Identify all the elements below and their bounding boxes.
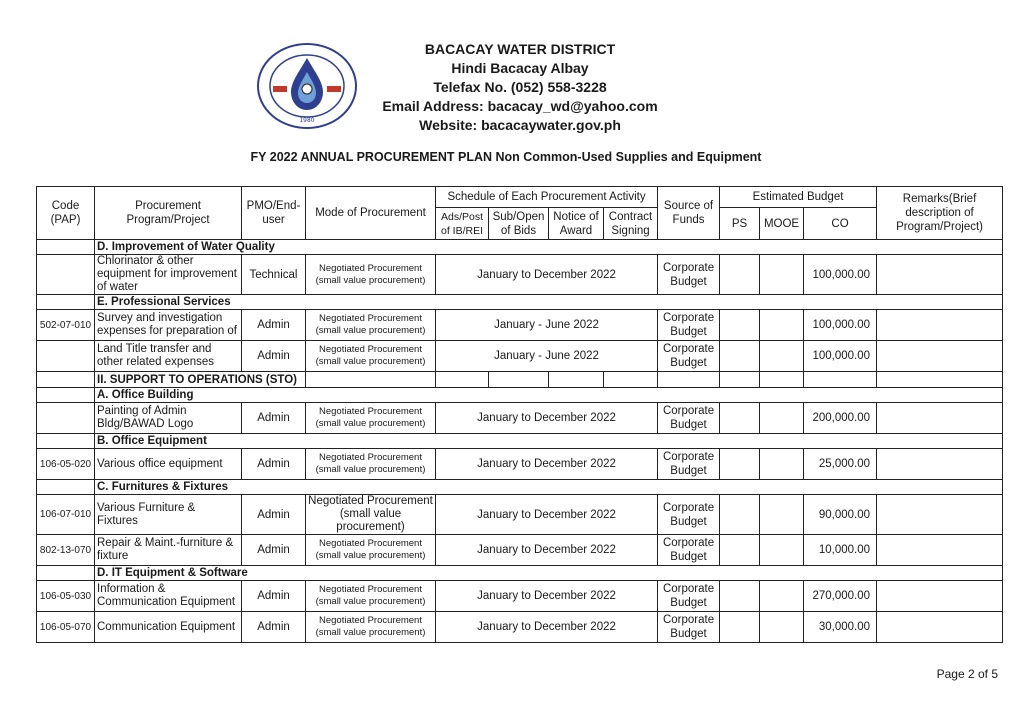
table-row: Land Title transfer and other related expenses Admin Negotiated Procurement (small value procurement) January - June 2022 Corporate Budget 100,000.00	[37, 341, 1003, 372]
section-heading: D. IT Equipment & Software	[95, 566, 1003, 581]
col-pmo: PMO/End-user	[242, 187, 306, 240]
col-ads: Ads/Post of IB/REI	[436, 208, 489, 240]
org-location: Hindi Bacacay Albay	[451, 60, 589, 76]
table-row: 502-07-010 Survey and investigation expenses for preparation of Admin Negotiated Procurement (small value procurement) January - June 2022 Corporate Budget 100,000.00	[37, 310, 1003, 341]
table-row: 802-13-070 Repair & Maint.-furniture & fixture Admin Negotiated Procurement (small value procurement) January to December 2022 Corporate Budget 10,000.00	[37, 535, 1003, 566]
col-source: Source of Funds	[658, 187, 720, 240]
col-contract: Contract Signing	[604, 208, 658, 240]
col-mode: Mode of Procurement	[306, 187, 436, 240]
section-heading: C. Furnitures & Fixtures	[95, 480, 1003, 495]
section-heading: D. Improvement of Water Quality	[95, 240, 1003, 255]
table-row: Painting of Admin Bldg/BAWAD Logo Admin Negotiated Procurement (small value procurement) January to December 2022 Corporate Budget 200,000.00	[37, 403, 1003, 434]
procurement-plan-table	[36, 186, 1003, 643]
col-schedule: Schedule of Each Procurement Activity	[436, 187, 658, 208]
col-sub: Sub/Open of Bids	[489, 208, 549, 240]
section-heading: E. Professional Services	[95, 295, 1003, 310]
table-row: 106-05-030 Information & Communication Equipment Admin Negotiated Procurement (small value procurement) January to December 2022 Corporate Budget 270,000.00	[37, 581, 1003, 612]
table-row: Chlorinator & other equipment for improvement of water Technical Negotiated Procurement (small value procurement) January to December 2022 Corporate Budget 100,000.00	[37, 255, 1003, 295]
section-heading: II. SUPPORT TO OPERATIONS (STO)	[95, 372, 306, 388]
section-heading: B. Office Equipment	[95, 434, 1003, 449]
page-number: Page 2 of 5	[936, 667, 998, 681]
org-website: Website: bacacaywater.gov.ph	[419, 117, 621, 133]
table-row: 106-05-020 Various office equipment Admin Negotiated Procurement (small value procurement) January to December 2022 Corporate Budget 25,000.00	[37, 449, 1003, 480]
table-row: 106-05-070 Communication Equipment Admin Negotiated Procurement (small value procurement) January to December 2022 Corporate Budget 30,000.00	[37, 612, 1003, 643]
col-notice: Notice of Award	[549, 208, 604, 240]
col-mooe: MOOE	[760, 208, 804, 240]
col-code: Code (PAP)	[37, 187, 95, 240]
table-row: 106-07-010 Various Furniture & Fixtures Admin Negotiated Procurement (small value procurement) January to December 2022 Corporate Budget 90,000.00	[37, 495, 1003, 535]
org-name: BACACAY WATER DISTRICT	[424, 41, 616, 57]
seal-year: 1980	[299, 117, 315, 124]
org-phone: Telefax No. (052) 558-3228	[433, 79, 607, 95]
col-project: Procurement Program/Project	[95, 187, 242, 240]
col-co: CO	[804, 208, 877, 240]
document-title: FY 2022 ANNUAL PROCUREMENT PLAN Non Common-Used Supplies and Equipment	[250, 150, 762, 164]
col-ps: PS	[720, 208, 760, 240]
org-email: Email Address: bacacay_wd@yahoo.com	[382, 98, 658, 114]
col-remarks: Remarks(Brief description of Program/Project)	[877, 187, 1003, 240]
section-heading: A. Office Building	[95, 388, 1003, 403]
col-budget: Estimated Budget	[720, 187, 877, 208]
letterhead	[340, 40, 700, 135]
